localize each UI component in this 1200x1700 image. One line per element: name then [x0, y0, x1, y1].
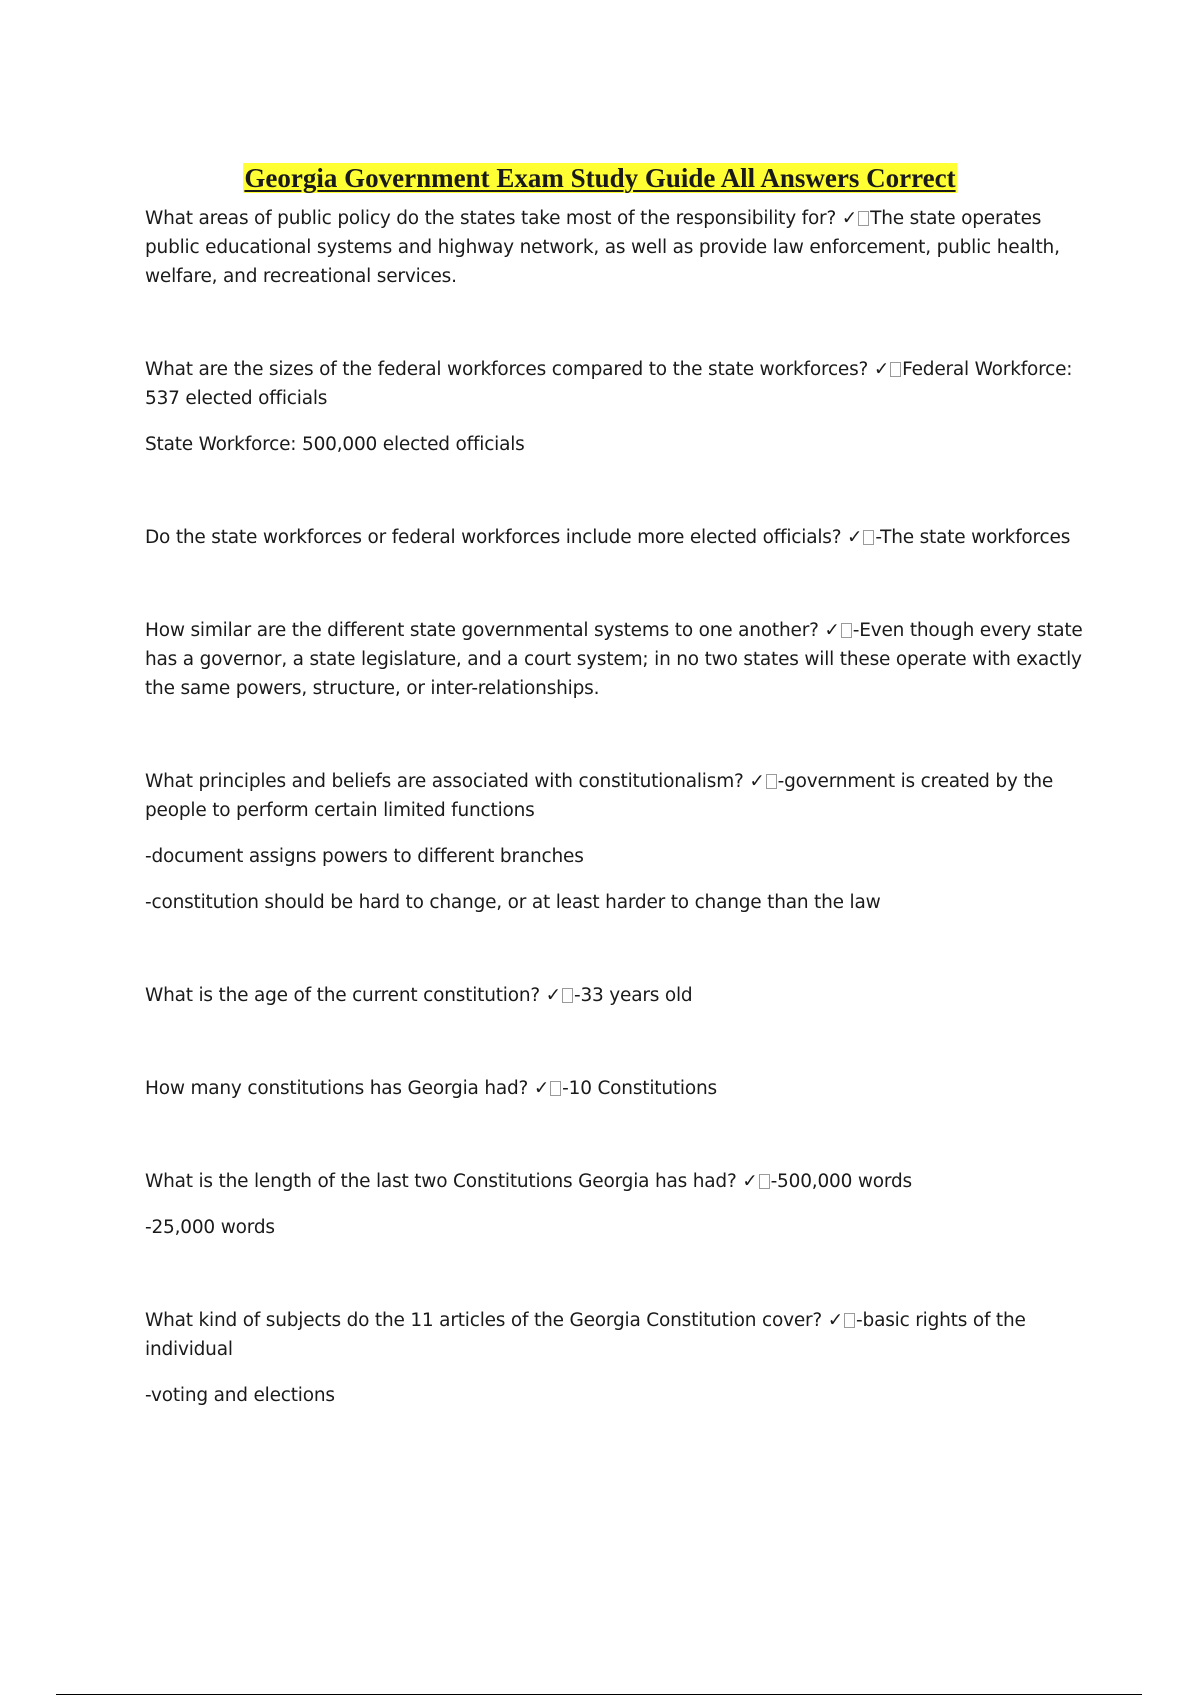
answer-text: -basic rights of the individual: [145, 1310, 1026, 1360]
question-text: How similar are the different state governmental systems to one another?: [145, 620, 819, 641]
question-line: [145, 355, 1085, 413]
answer-extra-line: -document assigns powers to different branches: [145, 846, 584, 867]
qa-item: [145, 1167, 1085, 1242]
missing-glyph-box-icon: [759, 1174, 770, 1189]
question-line: [145, 204, 1085, 291]
missing-glyph-box-icon: [858, 211, 869, 226]
question-text: What areas of public policy do the states take most of the responsibility for?: [145, 208, 837, 229]
title-text: Georgia Government Exam Study Guide All Answers Correct: [244, 163, 956, 194]
question-text: What principles and beliefs are associated with constitutionalism?: [145, 771, 744, 792]
qa-item: [145, 767, 1085, 917]
question-text: Do the state workforces or federal workforces include more elected officials?: [145, 527, 842, 548]
answer-text: -government is created by the people to perform certain limited functions: [145, 771, 1054, 821]
missing-glyph-box-icon: [844, 1313, 855, 1328]
check-mark-icon: ✓: [841, 208, 858, 229]
missing-glyph-box-icon: [890, 362, 901, 377]
question-line: [145, 767, 1085, 825]
qa-item: [145, 1074, 1085, 1103]
question-text: What is the age of the current constitution?: [145, 985, 540, 1006]
question-text: How many constitutions has Georgia had?: [145, 1078, 529, 1099]
question-line: [145, 1306, 1085, 1364]
answer-text: Federal Workforce: 537 elected officials: [145, 359, 1073, 409]
check-mark-icon: ✓: [533, 1078, 550, 1099]
check-mark-icon: ✓: [742, 1171, 758, 1192]
question-line: [145, 1074, 1085, 1103]
check-mark-icon: ✓: [749, 771, 765, 792]
missing-glyph-box-icon: [841, 623, 852, 638]
answer-text: -10 Constitutions: [562, 1078, 717, 1099]
qa-item: [145, 204, 1085, 291]
check-mark-icon: ✓: [545, 985, 561, 1006]
answer-text: The state operates public educational systems and highway network, as well as provide law enforcement, public health, welfare, and recreational services.: [145, 208, 1060, 287]
qa-item: [145, 981, 1085, 1010]
answer-extra-line: -constitution should be hard to change, or at least harder to change than the law: [145, 892, 881, 913]
footer-rule: [56, 1694, 1142, 1695]
question-text: What are the sizes of the federal workforces compared to the state workforces?: [145, 359, 869, 380]
check-mark-icon: ✓: [827, 1310, 844, 1331]
qa-item: [145, 616, 1085, 703]
qa-item: [145, 523, 1085, 552]
answer-text: -The state workforces: [875, 527, 1071, 548]
answer-extra-line: -voting and elections: [145, 1385, 335, 1406]
answer-text: -33 years old: [573, 985, 693, 1006]
missing-glyph-box-icon: [766, 774, 777, 789]
check-mark-icon: ✓: [824, 620, 840, 641]
question-line: [145, 616, 1085, 703]
question-text: What is the length of the last two Constitutions Georgia has had?: [145, 1171, 737, 1192]
missing-glyph-box-icon: [550, 1081, 561, 1096]
question-text: What kind of subjects do the 11 articles of the Georgia Constitution cover?: [145, 1310, 823, 1331]
answer-extra-line: -25,000 words: [145, 1217, 275, 1238]
question-line: [145, 1167, 1085, 1196]
qa-item: [145, 355, 1085, 459]
check-mark-icon: ✓: [873, 359, 890, 380]
check-mark-icon: ✓: [847, 527, 863, 548]
answer-extra-line: State Workforce: 500,000 elected officials: [145, 434, 525, 455]
document-title: [0, 161, 1200, 195]
qa-item: [145, 1306, 1085, 1410]
missing-glyph-box-icon: [863, 530, 874, 545]
qa-list: [145, 204, 1085, 1410]
answer-text: -Even though every state has a governor, a state legislature, and a court system; in no two states will these operate with exactly the same powers, structure, or inter-relationships.: [145, 620, 1083, 699]
question-line: [145, 523, 1085, 552]
missing-glyph-box-icon: [562, 988, 573, 1003]
question-line: [145, 981, 1085, 1010]
answer-text: -500,000 words: [770, 1171, 912, 1192]
